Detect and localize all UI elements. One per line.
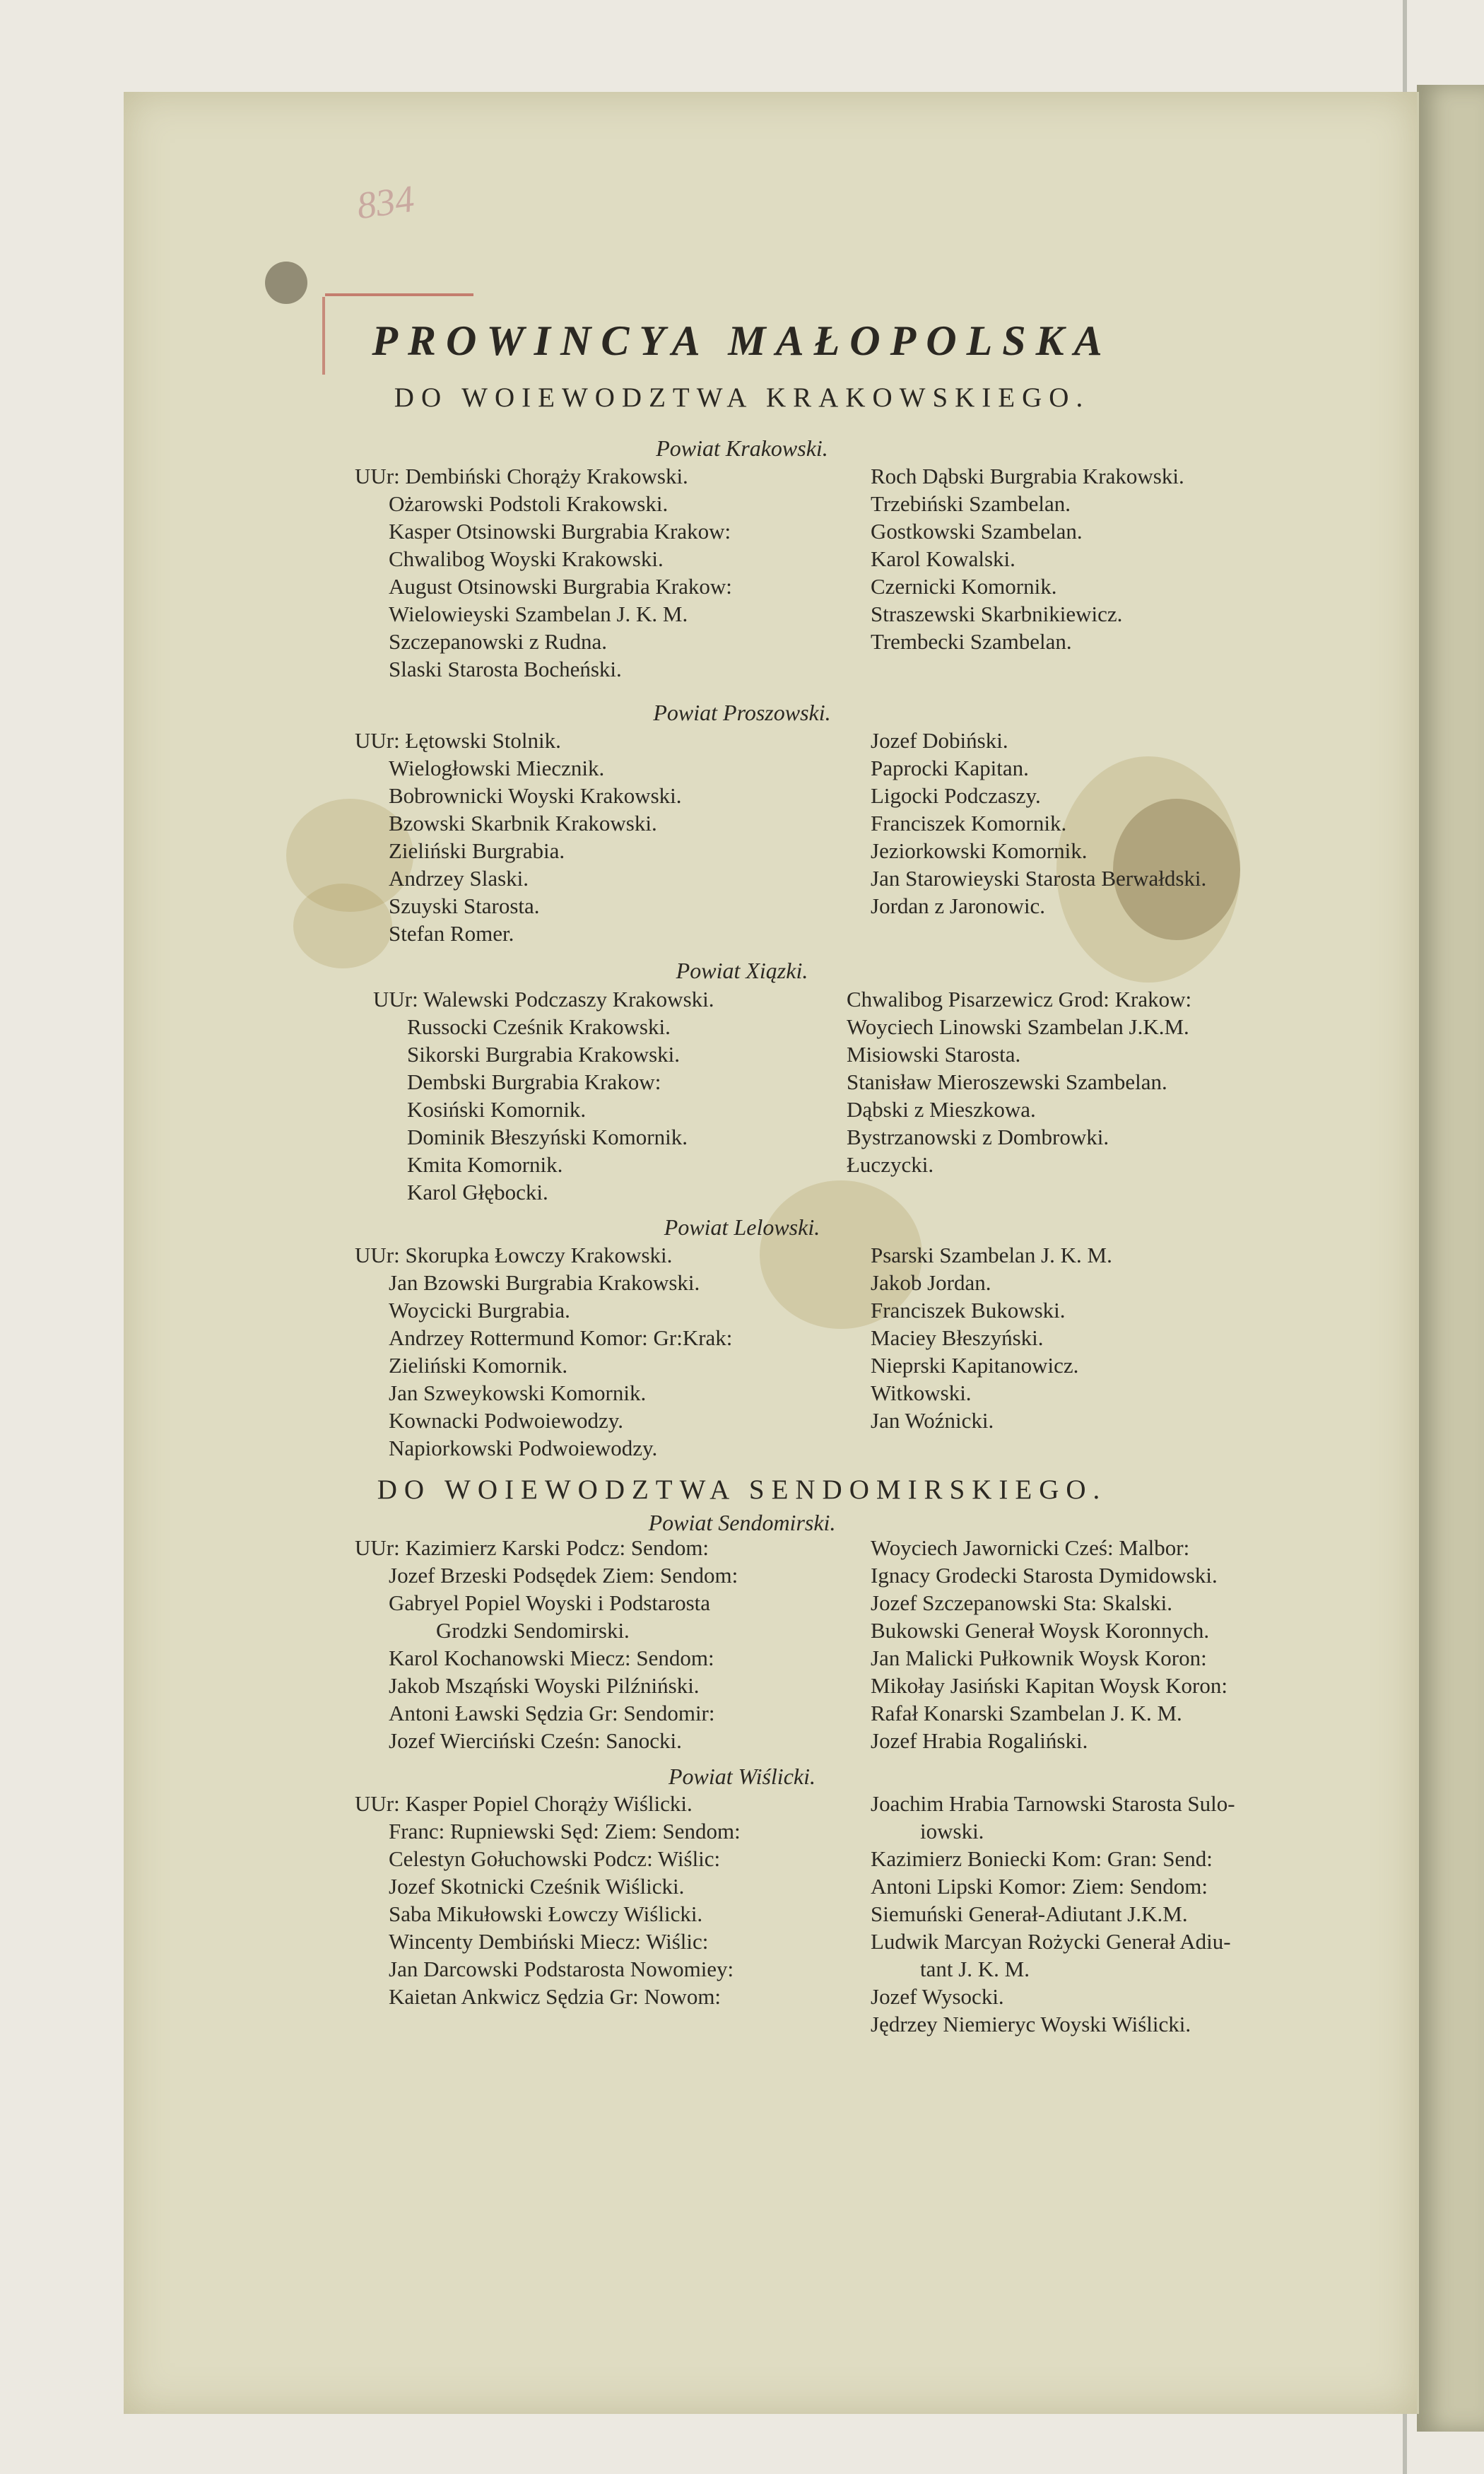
list-item: Joachim Hrabia Tarnowski Starosta Sulo-: [871, 1791, 1235, 1816]
list-item: Jeziorkowski Komornik.: [871, 838, 1088, 863]
district-heading: Powiat Proszowski.: [653, 700, 831, 725]
list-item: Paprocki Kapitan.: [871, 756, 1029, 780]
list-item: UUr: Kazimierz Karski Podcz: Sendom:: [355, 1535, 709, 1560]
list-item: Celestyn Gołuchowski Podcz: Wiślic:: [389, 1846, 721, 1871]
list-item: UUr: Łętowski Stolnik.: [355, 728, 561, 753]
list-item: Psarski Szambelan J. K. M.: [871, 1243, 1112, 1267]
list-item: Bukowski Generał Woysk Koronnych.: [871, 1618, 1210, 1643]
list-item: tant J. K. M.: [920, 1957, 1030, 1981]
list-item: Antoni Ławski Sędzia Gr: Sendomir:: [389, 1701, 715, 1725]
list-item: Antoni Lipski Komor: Ziem: Sendom:: [871, 1874, 1208, 1899]
list-item: Kaietan Ankwicz Sędzia Gr: Nowom:: [389, 1984, 722, 2009]
district-heading: Powiat Sendomirski.: [648, 1510, 836, 1535]
list-item: Woyciech Linowski Szambelan J.K.M.: [847, 1014, 1189, 1039]
list-item: Jozef Skotnicki Cześnik Wiślicki.: [389, 1874, 685, 1899]
red-ink-mark: [325, 293, 473, 296]
list-item: Wielogłowski Miecznik.: [389, 756, 605, 780]
list-item: Mikołay Jasiński Kapitan Woysk Koron:: [871, 1673, 1227, 1698]
list-item: Woycicki Burgrabia.: [389, 1298, 570, 1323]
list-item: Bystrzanowski z Dombrowki.: [847, 1125, 1109, 1149]
list-item: Jan Woźnicki.: [871, 1408, 994, 1433]
list-item: Gostkowski Szambelan.: [871, 519, 1083, 544]
list-item: Andrzey Slaski.: [389, 866, 529, 891]
district-heading: Powiat Lelowski.: [664, 1214, 820, 1240]
list-item: Misiowski Starosta.: [847, 1042, 1021, 1067]
page-number-note: 834: [354, 177, 417, 228]
name-list-left: [355, 727, 682, 947]
list-item: Jan Malicki Pułkownik Woysk Koron:: [871, 1646, 1207, 1670]
list-item: Dąbski z Mieszkowa.: [847, 1097, 1036, 1122]
list-item: Szuyski Starosta.: [389, 893, 540, 918]
list-item: Łuczycki.: [847, 1152, 934, 1177]
list-item: Jozef Wierciński Cześn: Sanocki.: [389, 1728, 682, 1753]
list-item: Slaski Starosta Bocheński.: [389, 657, 622, 681]
list-item: Stanisław Mieroszewski Szambelan.: [847, 1069, 1167, 1094]
list-item: Jakob Msząński Woyski Pilźniński.: [389, 1673, 700, 1698]
list-item: Franc: Rupniewski Sęd: Ziem: Sendom:: [389, 1819, 741, 1843]
list-item: Witkowski.: [871, 1380, 972, 1405]
list-item: Wincenty Dembiński Miecz: Wiślic:: [389, 1929, 709, 1954]
name-list-left: [355, 1241, 732, 1462]
list-item: Siemuński Generał-Adiutant J.K.M.: [871, 1901, 1188, 1926]
list-item: Czernicki Komornik.: [871, 574, 1057, 599]
list-item: Trembecki Szambelan.: [871, 629, 1072, 654]
name-list-left: [373, 985, 714, 1206]
name-list-right: [871, 1241, 1112, 1434]
list-item: Roch Dąbski Burgrabia Krakowski.: [871, 464, 1184, 488]
list-item: Gabryel Popiel Woyski i Podstarosta: [389, 1590, 711, 1615]
list-item: Chwalibog Woyski Krakowski.: [389, 546, 664, 571]
list-item: Russocki Cześnik Krakowski.: [407, 1014, 671, 1039]
list-item: Maciey Błeszyński.: [871, 1325, 1044, 1350]
name-list-right: [871, 1534, 1227, 1754]
list-item: Dembski Burgrabia Krakow:: [407, 1069, 661, 1094]
name-list-left: [355, 1790, 741, 2010]
list-item: Karol Głębocki.: [407, 1180, 548, 1204]
list-item: Jozef Szczepanowski Sta: Skalski.: [871, 1590, 1173, 1615]
list-item: Jozef Dobiński.: [871, 728, 1008, 753]
list-item: Stefan Romer.: [389, 921, 514, 946]
list-item: Kazimierz Boniecki Kom: Gran: Send:: [871, 1846, 1213, 1871]
list-item: Karol Kochanowski Miecz: Sendom:: [389, 1646, 714, 1670]
list-item: Jozef Hrabia Rogaliński.: [871, 1728, 1088, 1753]
list-item: UUr: Walewski Podczaszy Krakowski.: [373, 987, 714, 1012]
list-item: Kownacki Podwoiewodzy.: [389, 1408, 624, 1433]
list-item: iowski.: [920, 1819, 984, 1843]
list-item: Jozef Brzeski Podsędek Ziem: Sendom:: [389, 1563, 738, 1588]
list-item: Dominik Błeszyński Komornik.: [407, 1125, 688, 1149]
list-item: Jan Szweykowski Komornik.: [389, 1380, 647, 1405]
list-item: Zieliński Komornik.: [389, 1353, 568, 1378]
list-item: Nieprski Kapitanowicz.: [871, 1353, 1079, 1378]
list-item: Andrzey Rottermund Komor: Gr:Krak:: [389, 1325, 733, 1350]
spot: [265, 262, 307, 304]
list-item: Chwalibog Pisarzewicz Grod: Krakow:: [847, 987, 1192, 1012]
list-item: UUr: Skorupka Łowczy Krakowski.: [355, 1243, 673, 1267]
list-item: Jędrzey Niemieryc Woyski Wiślicki.: [871, 2012, 1191, 2036]
list-item: Karol Kowalski.: [871, 546, 1015, 571]
list-item: Rafał Konarski Szambelan J. K. M.: [871, 1701, 1182, 1725]
list-item: Straszewski Skarbnikiewicz.: [871, 602, 1123, 626]
list-item: Franciszek Bukowski.: [871, 1298, 1066, 1323]
name-list-right: [871, 727, 1206, 920]
list-item: Jan Darcowski Podstarosta Nowomiey:: [389, 1957, 734, 1981]
name-list-right: [871, 1790, 1235, 2038]
name-list-right: [871, 462, 1184, 655]
name-list-right: [847, 985, 1191, 1178]
list-item: Grodzki Sendomirski.: [436, 1618, 630, 1643]
list-item: Kasper Otsinowski Burgrabia Krakow:: [389, 519, 731, 544]
list-item: UUr: Kasper Popiel Chorąży Wiślicki.: [355, 1791, 693, 1816]
list-item: Bobrownicki Woyski Krakowski.: [389, 783, 682, 808]
list-item: Ożarowski Podstoli Krakowski.: [389, 491, 669, 516]
list-item: Szczepanowski z Rudna.: [389, 629, 608, 654]
list-item: Ligocki Podczaszy.: [871, 783, 1041, 808]
voivodeship-heading: DO WOIEWODZTWA SENDOMIRSKIEGO.: [377, 1475, 1107, 1505]
list-item: August Otsinowski Burgrabia Krakow:: [389, 574, 732, 599]
name-list-left: [355, 1534, 738, 1754]
list-item: UUr: Dembiński Chorąży Krakowski.: [355, 464, 688, 488]
list-item: Wielowieyski Szambelan J. K. M.: [389, 602, 688, 626]
list-item: Sikorski Burgrabia Krakowski.: [407, 1042, 681, 1067]
voivodeship-heading: DO WOIEWODZTWA KRAKOWSKIEGO.: [394, 382, 1090, 413]
list-item: Zieliński Burgrabia.: [389, 838, 565, 863]
district-heading: Powiat Krakowski.: [656, 435, 828, 461]
list-item: Jakob Jordan.: [871, 1270, 991, 1295]
list-item: Jan Starowieyski Starosta Berwałdski.: [871, 866, 1207, 891]
list-item: Napiorkowski Podwoiewodzy.: [389, 1436, 658, 1460]
district-heading: Powiat Wiślicki.: [669, 1764, 815, 1789]
list-item: Trzebiński Szambelan.: [871, 491, 1071, 516]
list-item: Ludwik Marcyan Rożycki Generał Adiu-: [871, 1929, 1231, 1954]
list-item: Jan Bzowski Burgrabia Krakowski.: [389, 1270, 700, 1295]
district-heading: Powiat Xiązki.: [676, 958, 808, 983]
name-list-left: [355, 462, 732, 683]
list-item: Jordan z Jaronowic.: [871, 893, 1046, 918]
list-item: Kosiński Komornik.: [407, 1097, 587, 1122]
list-item: Saba Mikułowski Łowczy Wiślicki.: [389, 1901, 703, 1926]
list-item: Kmita Komornik.: [407, 1152, 563, 1177]
list-item: Franciszek Komornik.: [871, 811, 1067, 836]
list-item: Ignacy Grodecki Starosta Dymidowski.: [871, 1563, 1218, 1588]
list-item: Woyciech Jawornicki Cześ: Malbor:: [871, 1535, 1190, 1560]
list-item: Jozef Wysocki.: [871, 1984, 1004, 2009]
list-item: Bzowski Skarbnik Krakowski.: [389, 811, 657, 836]
page-title: PROWINCYA MAŁOPOLSKA: [372, 317, 1112, 364]
